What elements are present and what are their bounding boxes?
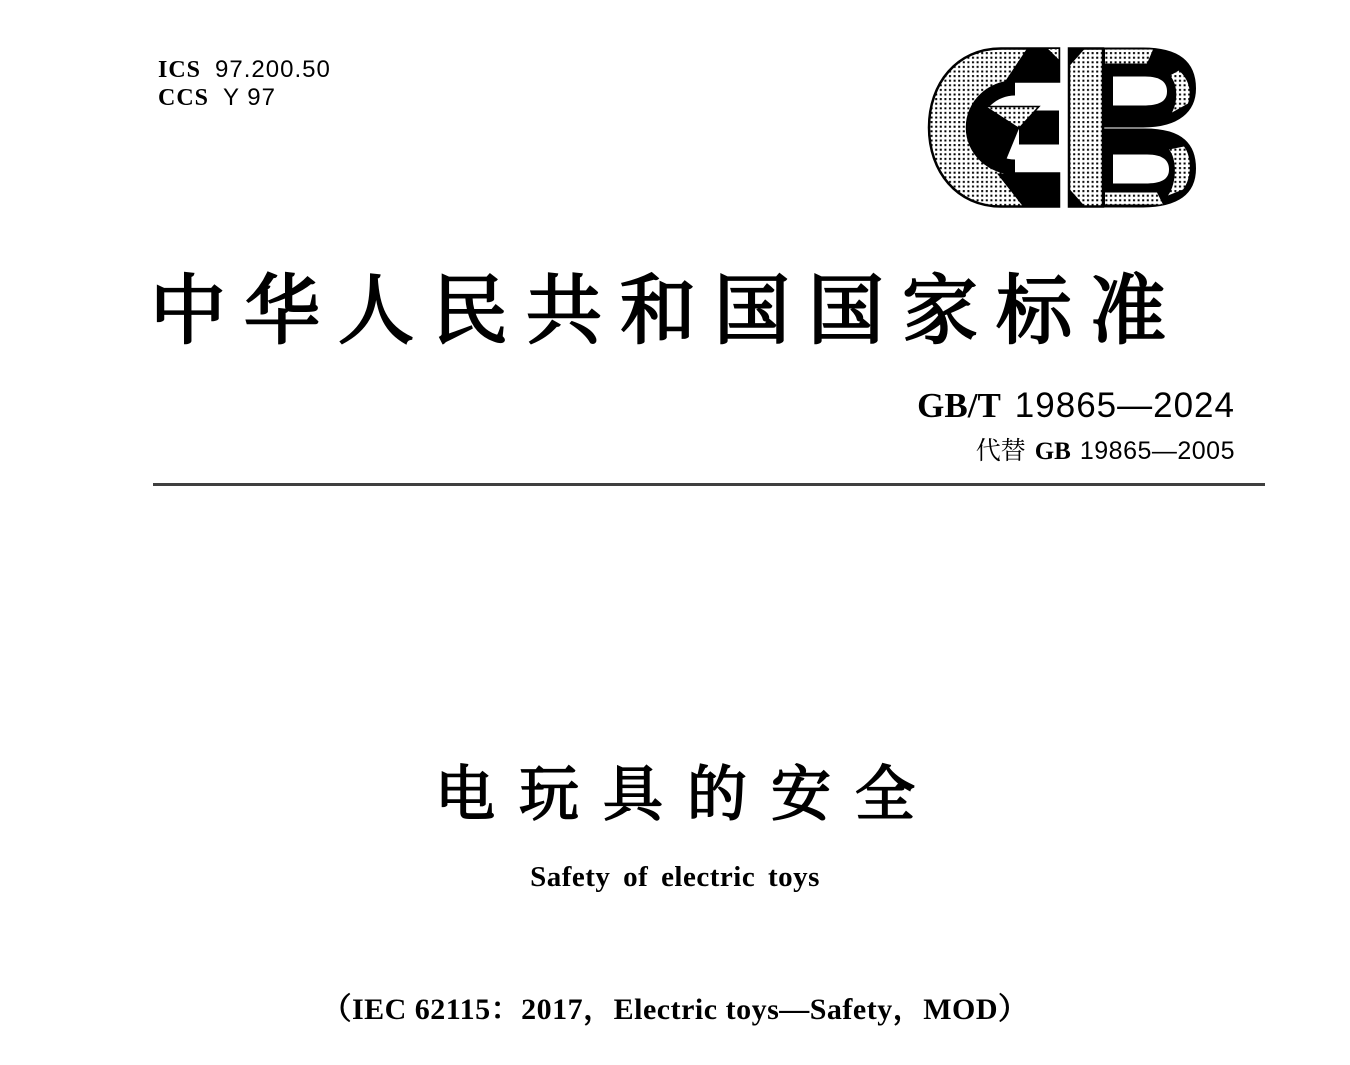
- standard-title-cn: 电玩具的安全: [435, 760, 939, 830]
- iec-adoption-note: （IEC 62115：2017，Electric toys—Safety，MOD）: [321, 993, 1029, 1026]
- replaces-code: GB: [1034, 438, 1071, 465]
- gb-logo-icon: [925, 46, 1197, 209]
- ics-line: [158, 56, 331, 84]
- gb-logo-letter-b: [1069, 49, 1195, 207]
- ccs-label: CCS: [158, 85, 210, 111]
- standard-number: [917, 386, 1235, 426]
- replaces-prefix: 代替: [975, 438, 1026, 465]
- replaces-number: 19865—2005: [1079, 437, 1235, 465]
- standard-title-en: Safety of electric toys: [530, 861, 820, 893]
- gb-logo-letter-g: [929, 49, 1059, 207]
- ics-label: ICS: [158, 57, 202, 83]
- ccs-line: [158, 84, 331, 112]
- standard-code-number: 19865—2024: [1014, 386, 1235, 425]
- ccs-value: Y 97: [223, 84, 276, 111]
- classification-codes: [158, 56, 331, 112]
- ics-value: 97.200.50: [215, 56, 331, 83]
- national-standard-heading: 中华人民共和国国家标准: [150, 270, 1184, 354]
- replaces-note: [976, 431, 1235, 467]
- standard-code-prefix: GB/T: [917, 386, 1001, 425]
- divider-line: [153, 483, 1265, 486]
- gb-logo: [925, 46, 1197, 209]
